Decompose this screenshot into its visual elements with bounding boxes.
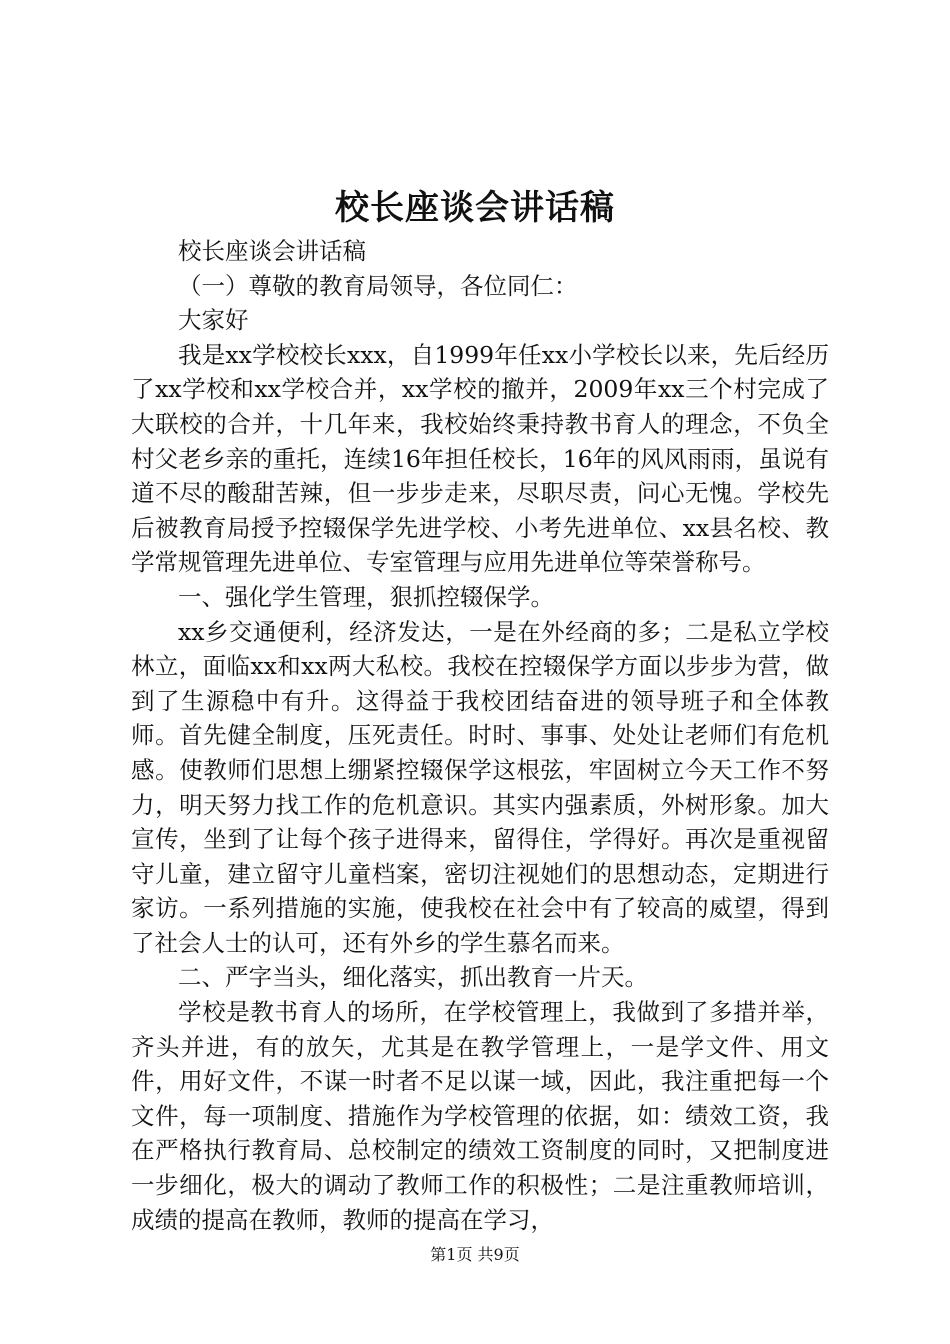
paragraph-introduction: 我是xx学校校长xxx，自1999年任xx小学校长以来，先后经历了xx学校和xx学校合并，xx学校的撤并，2009年xx三个村完成了大联校的合并，十几年来，我校始终秉持教书育人的理念，不负全村父老乡亲的重托，连续16年担任校长，16年的风风雨雨，虽说有道不尽的酸甜苦辣，但一步步走来，尽职尽责，问心无愧。学校先后被教育局授予控辍保学先进学校、小考先进单位、xx县名校、教学常规管理先进单位、专室管理与应用先进单位等荣誉称号。 <box>131 340 829 577</box>
section-heading-1: 一、强化学生管理，狠抓控辍保学。 <box>178 582 554 611</box>
paragraph-section-2: 学校是教书育人的场所，在学校管理上，我做到了多措并举，齐头并进，有的放矢，尤其是在教学管理上，一是学文件、用文件，用好文件，不谋一时者不足以谋一域，因此，我注重把每一个文件，每一项制度、措施作为学校管理的依据，如：绩效工资，我在严格执行教育局、总校制定的绩效工资制度的同时，又把制度进一步细化，极大的调动了教师工作的积极性；二是注重教师培训，成绩的提高在教师，教师的提高在学习， <box>131 998 829 1234</box>
document-body <box>131 234 829 1237</box>
paragraph-salutation: （一）尊敬的教育局领导，各位同仁： <box>178 271 578 300</box>
page-number-footer: 第1页 共9页 <box>430 1245 520 1264</box>
section-heading-2: 二、严字当头，细化落实，抓出教育一片天。 <box>178 963 648 992</box>
document-title: 校长座谈会讲话稿 <box>335 188 615 228</box>
paragraph-subtitle: 校长座谈会讲话稿 <box>178 237 366 265</box>
paragraph-section-1: xx乡交通便利，经济发达，一是在外经商的多；二是私立学校林立，面临xx和xx两大私校。我校在控辍保学方面以步步为营，做到了生源稳中有升。这得益于我校团结奋进的领导班子和全体教师。首先健全制度，压死责任。时时、事事、处处让老师们有危机感。使教师们思想上绷紧控辍保学这根弦，牢固树立今天工作不努力，明天努力找工作的危机意识。其实内强素质，外树形象。加大宣传，坐到了让每个孩子进得来，留得住，学得好。再次是重视留守儿童，建立留守儿童档案，密切注视她们的思想动态，定期进行家访。一系列措施的实施，使我校在社会中有了较高的威望，得到了社会人士的认可，还有外乡的学生慕名而来。 <box>131 617 829 957</box>
paragraph-greeting: 大家好 <box>178 306 249 335</box>
